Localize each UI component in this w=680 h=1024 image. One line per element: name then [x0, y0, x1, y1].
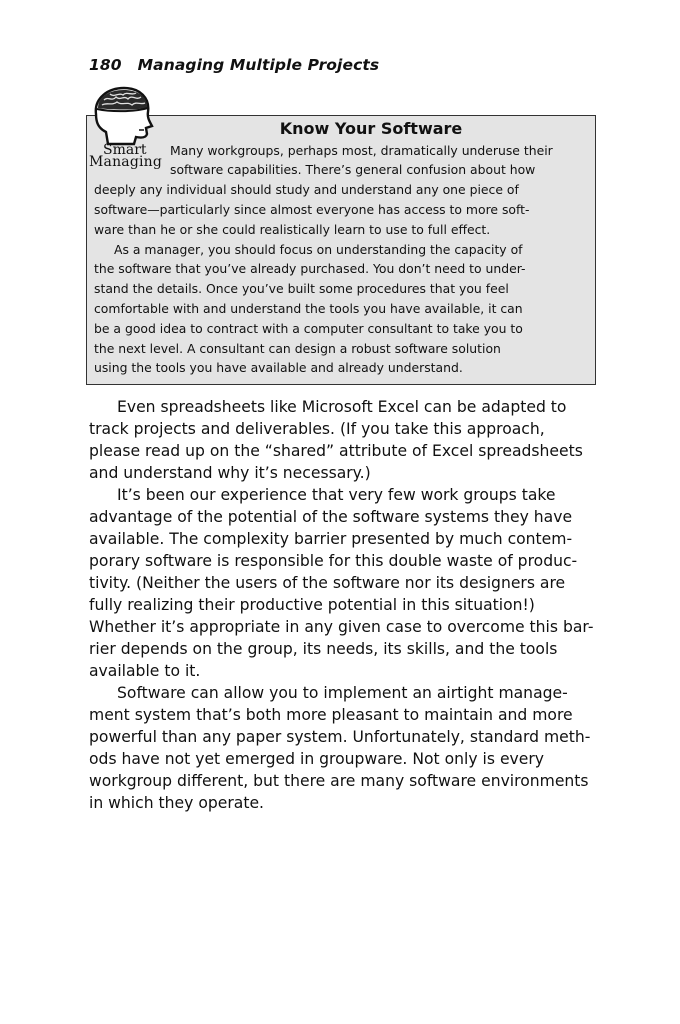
sidebar-line: using the tools you have available and already understand. — [94, 360, 463, 375]
body-line: ods have not yet emerged in groupware. Not only is every — [89, 750, 545, 768]
body-line: Software can allow you to implement an airtight manage- — [117, 684, 568, 702]
icon-label-smart: Smart — [103, 142, 147, 158]
body-line: and understand why it’s necessary.) — [89, 464, 371, 482]
body-line: available. The complexity barrier presented by much contem- — [89, 530, 573, 548]
sidebar-line: Many workgroups, perhaps most, dramatically underuse their — [170, 143, 553, 158]
sidebar-line: stand the details. Once you’ve built some procedures that you feel — [94, 281, 509, 296]
sidebar-line: the software that you’ve already purchased. You don’t need to under- — [94, 261, 526, 276]
body-line: please read up on the “shared” attribute of Excel spreadsheets — [89, 442, 583, 460]
sidebar-line: software capabilities. There’s general confusion about how — [170, 162, 536, 177]
body-line: available to it. — [89, 662, 201, 680]
sidebar-line: software—particularly since almost everyone has access to more soft- — [94, 202, 530, 217]
body-line: track projects and deliverables. (If you take this approach, — [89, 420, 545, 438]
sidebar-line: comfortable with and understand the tools you have available, it can — [94, 301, 523, 316]
body-line: fully realizing their productive potential in this situation!) — [89, 596, 535, 614]
sidebar-line: ware than he or she could realistically learn to use to full effect. — [94, 222, 491, 237]
body-line: Even spreadsheets like Microsoft Excel can be adapted to — [117, 398, 567, 416]
icon-label-managing: Managing — [89, 154, 163, 170]
sidebar-title: Know Your Software — [279, 119, 463, 138]
chapter-title: Managing Multiple Projects — [137, 56, 380, 74]
body-line: Whether it’s appropriate in any given case to overcome this bar- — [89, 618, 594, 636]
body-line: ment system that’s both more pleasant to maintain and more — [89, 706, 573, 724]
page-number: 180 — [89, 56, 122, 74]
sidebar-line: be a good idea to contract with a computer consultant to take you to — [94, 321, 523, 336]
body-line: powerful than any paper system. Unfortunately, standard meth- — [89, 728, 591, 746]
sidebar-line: the next level. A consultant can design a robust software solution — [94, 341, 501, 356]
body-line: tivity. (Neither the users of the software nor its designers are — [89, 574, 566, 592]
running-header — [89, 56, 379, 74]
body-line: advantage of the potential of the software systems they have — [89, 508, 573, 526]
body-line: rier depends on the group, its needs, its skills, and the tools — [89, 640, 558, 658]
body-line: workgroup different, but there are many software environments — [89, 772, 589, 790]
body-line: porary software is responsible for this double waste of produc- — [89, 552, 578, 570]
body-line: in which they operate. — [89, 794, 264, 812]
sidebar-line: deeply any individual should study and understand any one piece of — [94, 182, 519, 197]
body-line: It’s been our experience that very few work groups take — [117, 486, 556, 504]
smart-managing-head-icon — [86, 86, 166, 178]
sidebar-line: As a manager, you should focus on understanding the capacity of — [114, 242, 523, 257]
